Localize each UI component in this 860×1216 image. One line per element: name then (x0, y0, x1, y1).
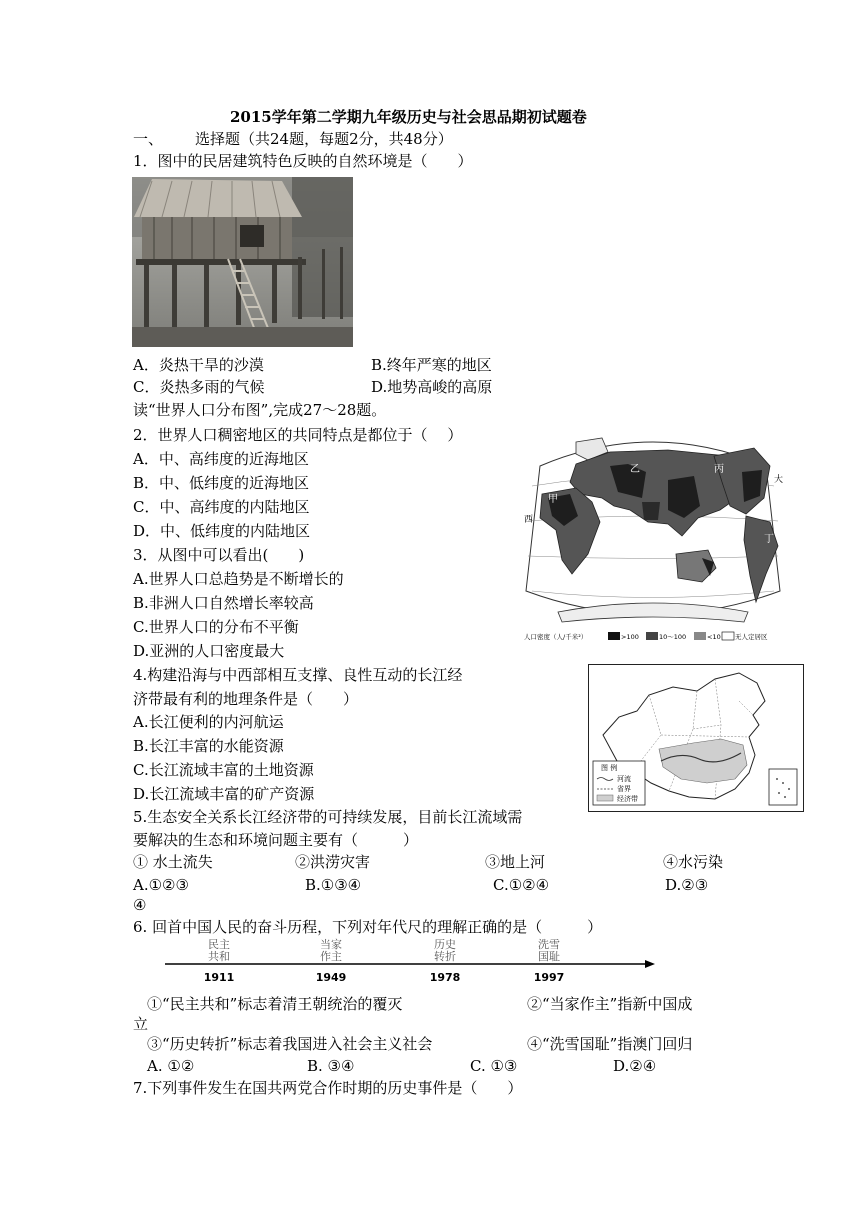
q5-option-b: B.①③④ (305, 876, 362, 894)
q5-option-a: A.①②③ (133, 876, 189, 894)
world-population-map (518, 426, 788, 644)
q5-item-4: ④水污染 (663, 853, 724, 871)
q6-statement-2: ②“当家作主”指新中国成 (527, 995, 693, 1013)
q6-stem: 6. 回首中国人民的奋斗历程，下列对年代尺的理解正确的是（ ） (133, 918, 603, 936)
q2-option-b: B．中、低纬度的近海地区 (133, 474, 310, 492)
q3-option-c: C.世界人口的分布不平衡 (133, 618, 299, 636)
q5-stem-line1: 5.生态安全关系长江经济带的可持续发展，目前长江流域需 (133, 808, 523, 826)
timeline-ruler (165, 937, 655, 985)
q5-option-d: D.②③ (665, 876, 709, 894)
china-map-legend-title: 图 例 (601, 764, 618, 772)
q5-item-2: ②洪涝灾害 (295, 853, 371, 871)
q4-option-a: A.长江便利的内河航运 (133, 713, 284, 731)
region-label-yi: 乙 (630, 464, 640, 475)
region-label-jia: 甲 (548, 494, 558, 505)
q5-item-3: ③地上河 (485, 853, 546, 871)
q4-stem-line2: 济带最有利的地理条件是（ ） (133, 690, 359, 708)
legend-province-border: 省界 (617, 785, 631, 793)
q4-stem-line1: 4.构建沿海与中西部相互支撑、良性互动的长江经 (133, 666, 463, 684)
q2-option-a: A．中、高纬度的近海地区 (133, 450, 309, 468)
q6-option-b: B. ③④ (307, 1057, 355, 1075)
ocean-label-da: 大 (774, 475, 784, 485)
legend-medium: 10～100 (659, 633, 687, 641)
q6-statement-2-wrap: 立 (133, 1015, 149, 1033)
reading-instruction: 读“世界人口分布图”,完成27～28题。 (133, 401, 387, 419)
timeline-label-1949-bottom: 作主 (320, 950, 342, 963)
section-number: 一、 (133, 130, 164, 148)
q1-stem: 1．图中的民居建筑特色反映的自然环境是（ ） (133, 152, 473, 170)
q1-option-a: A．炎热干旱的沙漠 (133, 356, 264, 374)
q5-option-d-wrap: ④ (133, 896, 147, 914)
q2-option-d: D．中、低纬度的内陆地区 (133, 522, 311, 540)
timeline-label-1997-top: 洗雪 (538, 938, 560, 951)
q6-option-d: D.②④ (613, 1057, 657, 1075)
legend-title: 人口密度（人/千米²） (524, 633, 588, 641)
q5-option-c: C.①②④ (493, 876, 550, 894)
q4-option-b: B.长江丰富的水能资源 (133, 737, 284, 755)
legend-economic-belt: 经济带 (617, 795, 638, 803)
q4-option-c: C.长江流域丰富的土地资源 (133, 761, 314, 779)
q7-stem: 7.下列事件发生在国共两党合作时期的历史事件是（ ） (133, 1079, 523, 1097)
q1-option-c: C．炎热多雨的气候 (133, 378, 265, 396)
q6-statement-1: ①“民主共和”标志着清王朝统治的覆灭 (147, 995, 403, 1013)
timeline-year-1949: 1949 (315, 971, 347, 984)
legend-sparse: <10 (707, 633, 721, 641)
legend-uninhabited: 无人定居区 (735, 633, 768, 641)
q6-option-c: C. ①③ (470, 1057, 518, 1075)
stilt-house-photo (132, 177, 353, 347)
q3-option-d: D.亚洲的人口密度最大 (133, 642, 285, 660)
timeline-label-1949-top: 当家 (320, 938, 342, 951)
timeline-label-1997-bottom: 国耻 (538, 950, 560, 963)
q1-option-b: B.终年严寒的地区 (371, 356, 492, 374)
region-label-bing: 丙 (714, 464, 724, 475)
q4-option-d: D.长江流域丰富的矿产资源 (133, 785, 315, 803)
section-heading: 选择题（共24题，每题2分，共48分） (195, 130, 453, 148)
timeline-label-1911-bottom: 共和 (208, 950, 230, 963)
timeline-label-1911-top: 民主 (208, 938, 230, 951)
q3-option-b: B.非洲人口自然增长率较高 (133, 594, 314, 612)
timeline-label-1978-top: 历史 (434, 938, 456, 951)
timeline-year-1911: 1911 (203, 971, 235, 984)
q5-stem-line2: 要解决的生态和环境问题主要有（ ） (133, 831, 419, 849)
q5-item-1: ① 水土流失 (133, 853, 213, 871)
region-label-ding: 丁 (764, 534, 774, 545)
q3-option-a: A.世界人口总趋势是不断增长的 (133, 570, 344, 588)
timeline-year-1978: 1978 (429, 971, 461, 984)
q6-statement-4: ④“洗雪国耻”指澳门回归 (527, 1035, 693, 1053)
q2-option-c: C．中、高纬度的内陆地区 (133, 498, 310, 516)
page-title: 2015学年第二学期九年级历史与社会思品期初试题卷 (230, 108, 587, 126)
timeline-year-1997: 1997 (533, 971, 565, 984)
yangtze-economic-belt-map (588, 664, 804, 812)
q6-option-a: A. ①② (147, 1057, 195, 1075)
q2-stem: 2．世界人口稠密地区的共同特点是都位于（ ） (133, 426, 463, 444)
q1-option-d: D.地势高峻的高原 (371, 378, 493, 396)
ocean-label-xi: 西 (524, 515, 534, 525)
q6-statement-3: ③“历史转折”标志着我国进入社会主义社会 (147, 1035, 433, 1053)
legend-dense: >100 (621, 633, 639, 641)
q3-stem: 3．从图中可以看出( ) (133, 546, 305, 564)
timeline-label-1978-bottom: 转折 (434, 950, 456, 963)
legend-river: 河流 (617, 775, 631, 783)
